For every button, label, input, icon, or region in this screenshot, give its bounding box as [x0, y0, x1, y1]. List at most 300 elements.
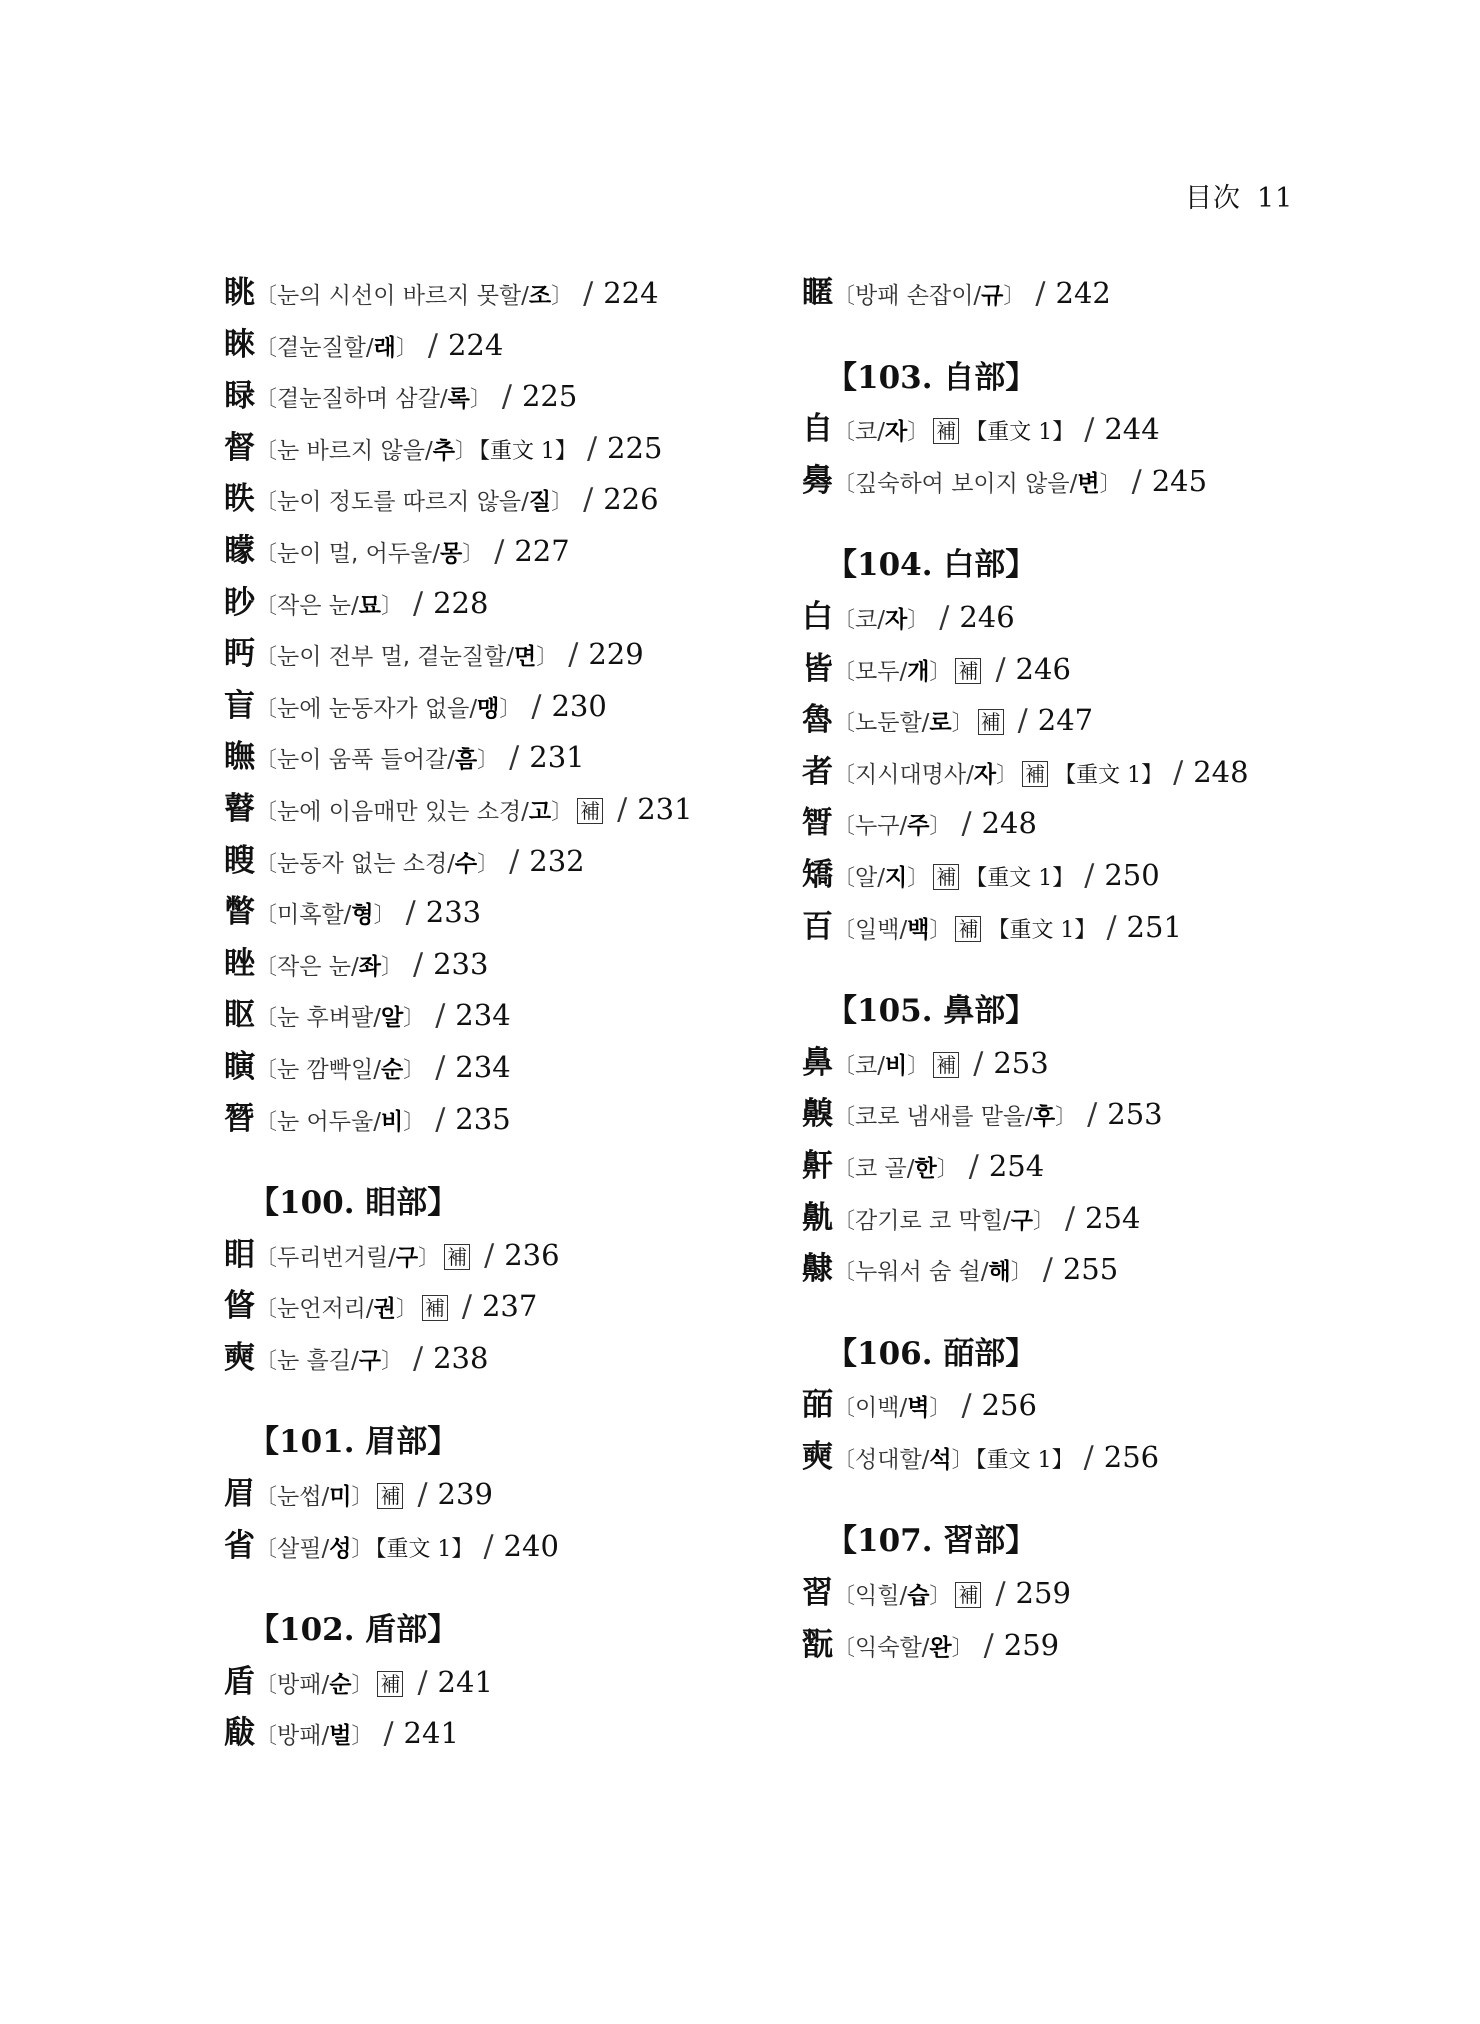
gloss-close-bracket: 〕	[380, 954, 403, 980]
index-entry	[802, 1432, 1422, 1484]
entry-gloss: 모두/개	[855, 658, 930, 685]
section-heading: 【105. 鼻部】	[826, 993, 1037, 1030]
entry-reading: 성	[329, 1535, 352, 1562]
gloss-open-bracket: 〔	[833, 1447, 856, 1473]
entry-reading: 조	[528, 283, 552, 309]
entry-character: 奭	[802, 1438, 833, 1475]
entry-character: 眇	[224, 584, 255, 621]
entry-page-number: 232	[529, 843, 585, 878]
entry-page-number: 234	[455, 1049, 511, 1084]
entry-page-number: 229	[588, 637, 644, 672]
variant-tag: 【重文 1】	[965, 865, 1075, 891]
supplement-mark: 補	[1022, 761, 1048, 787]
entry-character: 督	[224, 429, 255, 466]
entry-page-number: 230	[551, 688, 607, 723]
entry-gloss: 감기로 코 막힐/구	[855, 1207, 1033, 1234]
variant-tag: 【重文 1】	[1054, 762, 1164, 788]
entry-gloss: 눈이 전부 멀, 곁눈질할/면	[277, 644, 537, 671]
gloss-close-bracket: 〕	[373, 903, 396, 929]
gloss-close-bracket: 〕	[1010, 1260, 1033, 1286]
entry-page-number: 259	[1015, 1576, 1071, 1611]
entry-page-number: 256	[981, 1388, 1037, 1423]
gloss-open-bracket: 〔	[833, 1105, 856, 1131]
entry-character: 睩	[224, 378, 255, 415]
entry-page-number: 226	[603, 482, 659, 517]
gloss-open-bracket: 〔	[255, 541, 278, 567]
slash-separator: /	[484, 1237, 495, 1273]
gloss-open-bracket: 〔	[255, 438, 278, 464]
entry-gloss: 눈이 정도를 따르지 않을/질	[277, 489, 552, 516]
left-column	[224, 268, 784, 1760]
slash-separator: /	[1084, 857, 1095, 893]
slash-separator: /	[961, 1388, 972, 1424]
section-gap	[224, 1145, 784, 1178]
gloss-open-bracket: 〔	[833, 659, 856, 685]
entry-character: 眍	[224, 997, 255, 1034]
entry-page-number: 239	[437, 1477, 493, 1512]
entry-gloss: 알/지	[855, 864, 908, 891]
entry-page-number: 241	[437, 1664, 493, 1699]
header-page-number: 11	[1257, 183, 1294, 214]
gloss-open-bracket: 〔	[255, 1485, 278, 1511]
entry-page-number: 255	[1062, 1252, 1119, 1287]
entry-reading: 자	[884, 606, 908, 633]
gloss-close-bracket: 〕	[929, 659, 952, 685]
entry-page-number: 237	[481, 1289, 538, 1324]
slash-separator: /	[494, 533, 505, 569]
entry-character: 𣉻	[802, 805, 833, 842]
supplement-mark: 補	[955, 1582, 981, 1608]
slash-separator: /	[435, 998, 446, 1034]
entry-reading: 석	[929, 1446, 952, 1473]
slash-separator: /	[483, 1528, 494, 1564]
supplement-mark: 補	[933, 418, 959, 444]
entry-character: 鼾	[802, 1147, 833, 1184]
index-entry	[802, 644, 1422, 696]
slash-separator: /	[509, 843, 520, 879]
slash-separator: /	[983, 1627, 994, 1663]
slash-separator: /	[461, 1289, 472, 1325]
section-heading: 【101. 眉部】	[248, 1424, 459, 1461]
entry-gloss: 성대할/석	[855, 1446, 952, 1473]
entry-gloss: 방패 손잡이/규	[855, 283, 1004, 309]
slash-separator: /	[412, 1340, 424, 1376]
entry-character: 習	[802, 1575, 833, 1612]
entry-gloss: 코/자	[855, 606, 908, 633]
entry-page-number: 254	[1085, 1200, 1141, 1235]
slash-separator: /	[1083, 1439, 1094, 1475]
index-entry	[224, 526, 784, 578]
index-entry	[802, 850, 1422, 902]
gloss-open-bracket: 〔	[255, 1006, 278, 1032]
supplement-mark: 補	[577, 798, 603, 824]
slash-separator: /	[412, 585, 424, 621]
entry-page-number: 231	[529, 740, 585, 775]
gloss-close-bracket: 〕	[351, 1485, 374, 1511]
entry-reading: 묘	[358, 592, 381, 619]
entry-character: 鼽	[802, 1199, 833, 1236]
entry-gloss: 눈의 시선이 바르지 못할/조	[277, 283, 552, 309]
entry-page-number: 238	[433, 1340, 489, 1375]
gloss-open-bracket: 〔	[833, 917, 856, 943]
entry-gloss: 눈동자 없는 소경/수	[277, 850, 478, 877]
gloss-open-bracket: 〔	[833, 284, 856, 309]
slash-separator: /	[1106, 909, 1117, 945]
gloss-open-bracket: 〔	[255, 1109, 278, 1135]
gloss-close-bracket: 〕	[1055, 1105, 1078, 1131]
entry-page-number: 242	[1055, 276, 1111, 310]
entry-reading: 개	[907, 658, 930, 685]
entry-character: 眺	[224, 275, 255, 311]
entry-reading: 권	[373, 1296, 396, 1323]
slash-separator: /	[1087, 1097, 1098, 1133]
gloss-close-bracket: 〕	[477, 748, 500, 774]
entry-gloss: 눈썹/미	[277, 1484, 352, 1511]
entry-character: 朁	[224, 1100, 255, 1137]
index-entry	[802, 1141, 1422, 1193]
entry-page-number: 240	[503, 1528, 559, 1563]
gloss-open-bracket: 〔	[255, 1672, 278, 1698]
slash-separator: /	[1084, 412, 1095, 448]
entry-reading: 로	[929, 710, 952, 737]
entry-character: 魯	[802, 702, 833, 739]
gloss-open-bracket: 〔	[255, 593, 278, 619]
entry-character: 瞴	[224, 739, 255, 776]
entry-reading: 미	[329, 1484, 352, 1511]
index-entry	[224, 371, 784, 423]
entry-character: 白	[802, 598, 833, 635]
entry-gloss: 이백/벽	[855, 1395, 930, 1422]
entry-gloss: 코로 냄새를 맡을/후	[855, 1104, 1056, 1131]
gloss-close-bracket: 〕	[907, 607, 930, 633]
entry-reading: 순	[329, 1671, 352, 1698]
entry-reading: 록	[447, 386, 470, 413]
gloss-open-bracket: 〔	[255, 335, 278, 361]
entry-gloss: 눈이 멀, 어두울/몽	[277, 540, 463, 567]
entry-character: 睞	[224, 326, 255, 363]
entry-gloss: 눈에 이음매만 있는 소경/고	[277, 798, 552, 825]
gloss-close-bracket: 〕	[536, 645, 559, 671]
entry-page-number: 256	[1103, 1439, 1160, 1474]
entry-reading: 구	[358, 1347, 381, 1374]
section-gap	[802, 1296, 1422, 1329]
gloss-open-bracket: 〔	[255, 903, 278, 929]
slash-separator: /	[583, 482, 594, 518]
entry-gloss: 코 골/한	[855, 1155, 937, 1182]
entry-page-number: 241	[403, 1716, 459, 1751]
entry-gloss: 눈에 눈동자가 없을/맹	[277, 695, 500, 722]
entry-page-number: 227	[514, 533, 570, 568]
gloss-open-bracket: 〔	[833, 607, 856, 633]
section-heading: 【104. 白部】	[826, 547, 1037, 584]
entry-page-number: 251	[1126, 909, 1182, 944]
gloss-close-bracket: 〕	[951, 1635, 974, 1661]
entry-reading: 완	[929, 1634, 952, 1661]
entry-character: 眣	[224, 481, 255, 518]
entry-gloss: 코/비	[855, 1052, 908, 1079]
gloss-close-bracket: 〕	[418, 1245, 441, 1271]
entry-character: 瞽	[224, 790, 255, 827]
right-column	[802, 268, 1422, 1671]
gloss-open-bracket: 〔	[833, 471, 856, 497]
section-gap	[802, 507, 1422, 540]
index-entry	[224, 1042, 784, 1094]
entry-character: 矯	[802, 856, 833, 893]
section-gap	[224, 1572, 784, 1605]
gloss-close-bracket: 〕	[351, 1724, 374, 1750]
entry-character: 自	[802, 411, 833, 448]
entry-character: 䀺	[224, 1288, 255, 1325]
slash-separator: /	[1042, 1252, 1053, 1288]
slash-separator: /	[1173, 754, 1184, 790]
entry-character: 皆	[802, 650, 833, 687]
slash-separator: /	[583, 276, 594, 311]
gloss-close-bracket: 〕	[380, 593, 403, 619]
index-entry	[802, 1568, 1422, 1620]
entry-gloss: 살필/성	[277, 1535, 352, 1562]
entry-page-number: 259	[1003, 1627, 1060, 1662]
entry-character: 省	[224, 1527, 255, 1564]
entry-reading: 순	[380, 1056, 404, 1083]
slash-separator: /	[968, 1148, 979, 1184]
gloss-close-bracket: 〕	[1003, 284, 1026, 309]
index-entry	[802, 1089, 1422, 1141]
entry-gloss: 곁눈질할/래	[277, 334, 396, 361]
entry-character: 奭	[224, 1339, 255, 1376]
entry-reading: 후	[1032, 1104, 1056, 1131]
gloss-close-bracket: 〕	[1032, 1208, 1055, 1234]
gloss-open-bracket: 〔	[833, 1208, 856, 1234]
slash-separator: /	[383, 1716, 394, 1752]
entry-page-number: 224	[447, 327, 504, 362]
index-entry	[802, 1038, 1422, 1090]
entry-character: 矇	[224, 532, 255, 569]
gloss-close-bracket: 〕	[951, 711, 974, 737]
entry-page-number: 246	[959, 599, 1015, 634]
entry-reading: 알	[380, 1005, 404, 1032]
index-entry	[224, 1281, 784, 1333]
entry-reading: 추	[432, 437, 455, 464]
index-entry	[224, 474, 784, 526]
entry-character: 臱	[802, 462, 833, 499]
entry-gloss: 누워서 숨 쉴/해	[855, 1259, 1011, 1286]
slash-separator: /	[1035, 276, 1046, 311]
variant-tag: 【重文 1】	[375, 1536, 474, 1562]
slash-separator: /	[509, 740, 520, 776]
entry-reading: 맹	[477, 695, 500, 722]
index-entry	[224, 1469, 784, 1521]
slash-separator: /	[1017, 703, 1028, 739]
gloss-open-bracket: 〔	[255, 387, 278, 413]
index-entry	[802, 268, 1422, 320]
gloss-close-bracket: 〕	[477, 851, 500, 877]
section-gap	[224, 1384, 784, 1417]
index-entry	[224, 887, 784, 939]
entry-gloss: 눈 바르지 않을/추	[277, 437, 455, 464]
slash-separator: /	[435, 1101, 446, 1137]
entry-character: 睉	[224, 945, 255, 982]
entry-reading: 흠	[454, 747, 478, 774]
entry-page-number: 233	[425, 895, 482, 930]
header-title: 目次	[1185, 183, 1241, 214]
entry-gloss: 누구/주	[855, 813, 930, 840]
entry-page-number: 250	[1104, 857, 1160, 892]
gloss-open-bracket: 〔	[833, 762, 856, 788]
entry-character: 翫	[802, 1626, 833, 1663]
supplement-mark: 補	[933, 864, 959, 890]
slash-separator: /	[995, 651, 1006, 687]
entry-gloss: 코/자	[855, 419, 908, 446]
gloss-close-bracket: 〕	[551, 284, 574, 309]
index-entry	[224, 732, 784, 784]
entry-page-number: 233	[433, 946, 489, 981]
entry-character: 瞍	[224, 842, 255, 879]
entry-page-number: 245	[1151, 463, 1208, 498]
index-entry	[224, 681, 784, 733]
index-entry	[802, 404, 1422, 456]
entry-gloss: 지시대명사/자	[855, 761, 997, 788]
entry-reading: 형	[351, 902, 374, 929]
gloss-open-bracket: 〔	[255, 851, 278, 877]
entry-reading: 면	[513, 644, 537, 671]
entry-reading: 좌	[358, 953, 381, 980]
supplement-mark: 補	[377, 1671, 403, 1697]
gloss-close-bracket: 〕	[395, 335, 418, 361]
slash-separator: /	[531, 688, 542, 724]
gloss-close-bracket: 〕	[929, 1396, 952, 1422]
supplement-mark: 補	[422, 1295, 448, 1321]
section-gap	[802, 1483, 1422, 1516]
gloss-open-bracket: 〔	[833, 1053, 856, 1079]
entry-page-number: 246	[1015, 651, 1071, 686]
gloss-close-bracket: 〕	[907, 865, 930, 891]
gloss-close-bracket: 〕	[380, 1348, 403, 1374]
gloss-close-bracket: 〕	[929, 1584, 952, 1610]
gloss-close-bracket: 〕	[551, 799, 574, 825]
gloss-close-bracket: 〕	[454, 438, 477, 464]
entry-reading: 자	[884, 419, 908, 446]
index-entry	[802, 747, 1422, 799]
entry-reading: 고	[528, 798, 552, 825]
entry-character: 䀠	[224, 1236, 255, 1273]
index-entry	[224, 578, 784, 630]
index-entry	[802, 1193, 1422, 1245]
entry-reading: 변	[1077, 470, 1100, 497]
entry-character: 眄	[224, 636, 255, 673]
index-entry	[224, 1657, 784, 1709]
gloss-open-bracket: 〔	[255, 696, 278, 722]
entry-page-number: 235	[455, 1101, 511, 1136]
section-heading: 【100. 䀠部】	[248, 1185, 459, 1222]
entry-gloss: 익힐/습	[855, 1583, 930, 1610]
entry-reading: 래	[373, 334, 396, 361]
entry-reading: 벽	[907, 1395, 930, 1422]
entry-reading: 지	[884, 864, 908, 891]
entry-reading: 규	[981, 283, 1004, 309]
index-entry	[802, 1620, 1422, 1672]
entry-reading: 주	[907, 813, 930, 840]
entry-reading: 수	[454, 850, 478, 877]
gloss-close-bracket: 〕	[929, 814, 952, 840]
entry-character: 眉	[224, 1476, 255, 1513]
slash-separator: /	[1131, 463, 1142, 499]
gloss-open-bracket: 〔	[833, 1635, 856, 1661]
entry-reading: 질	[528, 489, 552, 516]
entry-character: 皕	[802, 1387, 833, 1424]
variant-tag: 【重文 1】	[965, 420, 1075, 446]
index-entry	[224, 784, 784, 836]
index-entry	[802, 798, 1422, 850]
gloss-open-bracket: 〔	[255, 284, 278, 309]
index-entry	[224, 836, 784, 888]
gloss-close-bracket: 〕	[351, 1536, 374, 1562]
entry-character: 盾	[224, 1663, 255, 1700]
entry-page-number: 248	[1193, 754, 1249, 789]
entry-gloss: 두리번거릴/구	[277, 1244, 419, 1271]
entry-character: 瞥	[224, 894, 255, 931]
entry-reading: 자	[973, 761, 997, 788]
entry-character: 瞚	[224, 1048, 255, 1085]
entry-page-number: 231	[637, 791, 693, 826]
entry-character: 齂	[802, 1251, 833, 1288]
index-entry	[224, 629, 784, 681]
entry-reading: 비	[884, 1052, 908, 1079]
gloss-open-bracket: 〔	[255, 1057, 278, 1083]
index-entry	[224, 1094, 784, 1146]
gloss-close-bracket: 〕	[462, 541, 485, 567]
gloss-open-bracket: 〔	[833, 814, 856, 840]
entry-page-number: 236	[504, 1237, 560, 1272]
index-entry	[224, 939, 784, 991]
slash-separator: /	[417, 1477, 428, 1513]
entry-gloss: 미혹할/형	[277, 902, 374, 929]
gloss-open-bracket: 〔	[255, 1724, 278, 1750]
entry-page-number: 247	[1037, 703, 1094, 738]
gloss-close-bracket: 〕	[907, 420, 930, 446]
index-entry	[802, 695, 1422, 747]
index-entry	[224, 423, 784, 475]
supplement-mark: 補	[955, 658, 981, 684]
gloss-close-bracket: 〕	[951, 1447, 974, 1473]
section-heading: 【107. 習部】	[826, 1523, 1037, 1560]
entry-gloss: 눈 흘길/구	[277, 1347, 381, 1374]
gloss-open-bracket: 〔	[255, 954, 278, 980]
gloss-open-bracket: 〔	[255, 645, 278, 671]
entry-gloss: 눈 후벼팔/알	[277, 1005, 404, 1032]
gloss-close-bracket: 〕	[469, 387, 492, 413]
entry-gloss: 방패/벌	[277, 1723, 352, 1750]
entry-character: 百	[802, 908, 833, 945]
slash-separator: /	[568, 637, 579, 673]
entry-page-number: 254	[988, 1148, 1045, 1183]
supplement-mark: 補	[933, 1052, 959, 1078]
entry-gloss: 일백/백	[855, 916, 930, 943]
gloss-open-bracket: 〔	[833, 865, 856, 891]
gloss-open-bracket: 〔	[833, 711, 856, 737]
gloss-open-bracket: 〔	[255, 1348, 278, 1374]
entry-gloss: 작은 눈/좌	[277, 953, 381, 980]
index-entry	[802, 1380, 1422, 1432]
section-gap	[802, 320, 1422, 353]
gloss-close-bracket: 〕	[1099, 471, 1122, 497]
section-heading: 【102. 盾部】	[248, 1612, 459, 1649]
slash-separator: /	[1064, 1200, 1076, 1236]
entry-character: 瞂	[224, 1715, 255, 1752]
gloss-close-bracket: 〕	[907, 1053, 930, 1079]
supplement-mark: 補	[978, 709, 1004, 735]
entry-gloss: 눈언저리/권	[277, 1296, 396, 1323]
section-heading: 【106. 皕部】	[826, 1335, 1037, 1372]
